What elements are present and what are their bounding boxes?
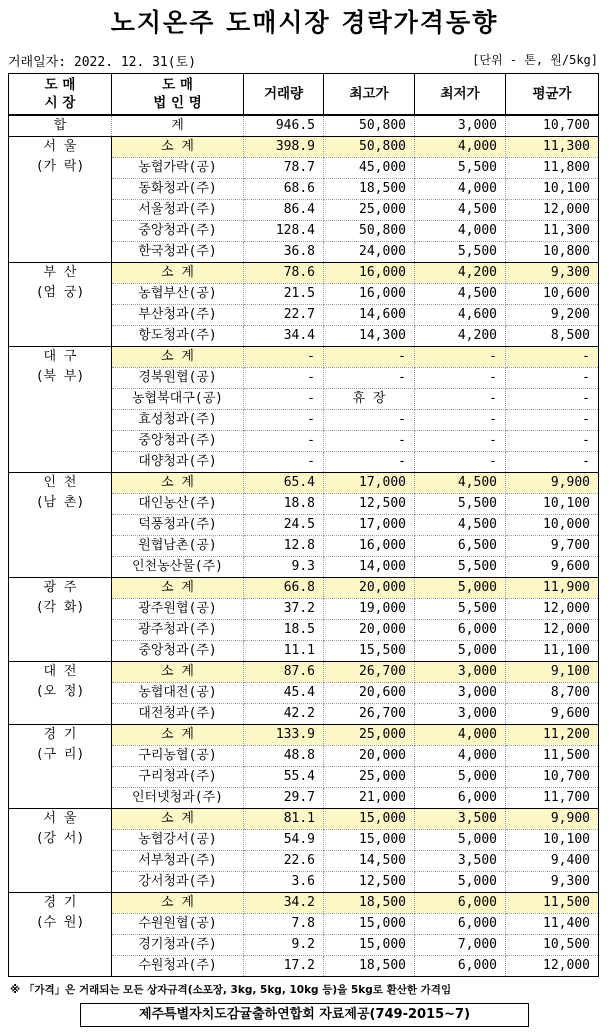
- min-price-cell: -: [415, 431, 506, 452]
- company-name: 농협가락(공): [112, 158, 244, 179]
- avg-price-cell: 9,400: [506, 851, 599, 872]
- volume-cell: 42.2: [244, 704, 324, 725]
- max-price-cell: 15,000: [324, 809, 415, 830]
- avg-price-cell: 12,000: [506, 200, 599, 221]
- volume-cell: -: [244, 389, 324, 410]
- avg-price-cell: -: [506, 431, 599, 452]
- subtotal-row: [9, 263, 599, 284]
- volume-cell: -: [244, 347, 324, 368]
- volume-cell: 86.4: [244, 200, 324, 221]
- market-name: [9, 578, 112, 662]
- min-price-cell: 6,500: [415, 536, 506, 557]
- max-price-cell: 18,500: [324, 893, 415, 914]
- total-row: [9, 115, 599, 137]
- volume-cell: 11.1: [244, 641, 324, 662]
- min-price-cell: -: [415, 452, 506, 473]
- avg-price-cell: 11,500: [506, 893, 599, 914]
- volume-cell: 37.2: [244, 599, 324, 620]
- total-label: 합: [9, 115, 112, 137]
- company-name: 농협대전(공): [112, 683, 244, 704]
- max-price-cell: 18,500: [324, 179, 415, 200]
- min-price-cell: 4,500: [415, 200, 506, 221]
- avg-price-cell: 12,000: [506, 599, 599, 620]
- total-volume: 946.5: [244, 115, 324, 137]
- market-district: (구 리): [35, 747, 85, 762]
- max-price-cell: 20,600: [324, 683, 415, 704]
- max-price-cell: 50,800: [324, 221, 415, 242]
- min-price-cell: 4,200: [415, 263, 506, 284]
- volume-cell: 54.9: [244, 830, 324, 851]
- market-city: 부 산: [43, 265, 77, 280]
- min-price-cell: 5,500: [415, 158, 506, 179]
- volume-cell: 9.2: [244, 935, 324, 956]
- min-price-cell: 4,000: [415, 137, 506, 158]
- max-price-cell: 14,300: [324, 326, 415, 347]
- max-price-cell: 17,000: [324, 515, 415, 536]
- max-price-cell: 26,700: [324, 662, 415, 683]
- market-district: (엄 궁): [35, 285, 85, 300]
- header-market: [9, 74, 112, 116]
- company-name: 수원청과(주): [112, 956, 244, 977]
- company-name: 중앙청과(주): [112, 641, 244, 662]
- volume-cell: -: [244, 452, 324, 473]
- volume-cell: 66.8: [244, 578, 324, 599]
- company-name: 소 계: [112, 473, 244, 494]
- market-city: 서 울: [43, 139, 77, 154]
- min-price-cell: 4,000: [415, 725, 506, 746]
- volume-cell: 3.6: [244, 872, 324, 893]
- market-district: (가 락): [35, 159, 85, 174]
- header-company-line2: 법 인 명: [153, 95, 202, 111]
- company-name: 구리농협(공): [112, 746, 244, 767]
- max-price-cell: 24,000: [324, 242, 415, 263]
- volume-cell: 68.6: [244, 179, 324, 200]
- market-district: (각 화): [35, 600, 85, 615]
- volume-cell: 17.2: [244, 956, 324, 977]
- min-price-cell: 4,200: [415, 326, 506, 347]
- header-row: [9, 74, 599, 116]
- market-name: [9, 725, 112, 809]
- volume-cell: 22.7: [244, 305, 324, 326]
- max-price-cell: -: [324, 368, 415, 389]
- max-price-cell: 14,500: [324, 851, 415, 872]
- min-price-cell: 6,000: [415, 620, 506, 641]
- market-district: (수 원): [35, 915, 85, 930]
- volume-cell: -: [244, 410, 324, 431]
- company-name: 소 계: [112, 662, 244, 683]
- total-sublabel: 계: [112, 115, 244, 137]
- volume-cell: 36.8: [244, 242, 324, 263]
- company-name: 인터넷청과(주): [112, 788, 244, 809]
- avg-price-cell: -: [506, 410, 599, 431]
- page-title: 노지온주 도매시장 경락가격동향: [110, 8, 499, 37]
- avg-price-cell: 11,500: [506, 746, 599, 767]
- min-price-cell: 5,500: [415, 494, 506, 515]
- min-price-cell: 6,000: [415, 893, 506, 914]
- company-name: 항도청과(주): [112, 326, 244, 347]
- subtotal-row: [9, 809, 599, 830]
- total-avg: 10,700: [506, 115, 599, 137]
- header-volume: 거래량: [244, 74, 324, 116]
- avg-price-cell: 12,000: [506, 620, 599, 641]
- avg-price-cell: 9,100: [506, 662, 599, 683]
- min-price-cell: 4,500: [415, 515, 506, 536]
- min-price-cell: 4,000: [415, 221, 506, 242]
- min-price-cell: 5,500: [415, 599, 506, 620]
- market-name: [9, 347, 112, 473]
- avg-price-cell: 8,500: [506, 326, 599, 347]
- subtotal-row: [9, 137, 599, 158]
- company-name: 농협강서(공): [112, 830, 244, 851]
- avg-price-cell: -: [506, 452, 599, 473]
- table-body: [9, 115, 599, 977]
- max-price-cell: 15,000: [324, 914, 415, 935]
- company-name: 서울청과(주): [112, 200, 244, 221]
- total-min: 3,000: [415, 115, 506, 137]
- max-price-cell: 12,500: [324, 494, 415, 515]
- market-district: (오 정): [35, 684, 85, 699]
- avg-price-cell: 9,600: [506, 704, 599, 725]
- avg-price-cell: 10,600: [506, 284, 599, 305]
- company-name: 원협남촌(공): [112, 536, 244, 557]
- market-city: 광 주: [43, 580, 77, 595]
- header-max: 최고가: [324, 74, 415, 116]
- company-name: 강서청과(주): [112, 872, 244, 893]
- volume-cell: 34.4: [244, 326, 324, 347]
- market-district: (강 서): [35, 831, 85, 846]
- min-price-cell: 3,000: [415, 662, 506, 683]
- market-name: [9, 263, 112, 347]
- max-price-cell: 26,700: [324, 704, 415, 725]
- max-price-cell: 19,000: [324, 599, 415, 620]
- max-price-cell: 21,000: [324, 788, 415, 809]
- volume-cell: 398.9: [244, 137, 324, 158]
- max-price-cell: 15,000: [324, 935, 415, 956]
- min-price-cell: 7,000: [415, 935, 506, 956]
- company-name: 소 계: [112, 347, 244, 368]
- market-city: 대 전: [43, 664, 77, 679]
- company-name: 농협북대구(공): [112, 389, 244, 410]
- volume-cell: 34.2: [244, 893, 324, 914]
- company-name: 광주원협(공): [112, 599, 244, 620]
- header-avg: 평균가: [506, 74, 599, 116]
- total-max: 50,800: [324, 115, 415, 137]
- market-city: 인 천: [43, 475, 77, 490]
- source-box: 제주특별자치도감귤출하연합회 자료제공(749-2015~7): [80, 1003, 529, 1027]
- min-price-cell: -: [415, 347, 506, 368]
- volume-cell: 7.8: [244, 914, 324, 935]
- avg-price-cell: 11,300: [506, 221, 599, 242]
- max-price-cell: 20,000: [324, 578, 415, 599]
- company-name: 소 계: [112, 809, 244, 830]
- market-district: (남 촌): [35, 495, 85, 510]
- subtotal-row: [9, 662, 599, 683]
- min-price-cell: -: [415, 368, 506, 389]
- max-price-cell: -: [324, 347, 415, 368]
- max-price-cell: 16,000: [324, 284, 415, 305]
- min-price-cell: 3,000: [415, 683, 506, 704]
- avg-price-cell: 9,300: [506, 263, 599, 284]
- min-price-cell: 5,500: [415, 557, 506, 578]
- min-price-cell: 6,000: [415, 956, 506, 977]
- volume-cell: -: [244, 431, 324, 452]
- market-name: [9, 662, 112, 725]
- avg-price-cell: 11,100: [506, 641, 599, 662]
- max-price-cell: 18,500: [324, 956, 415, 977]
- market-name: [9, 473, 112, 578]
- company-name: 중앙청과(주): [112, 431, 244, 452]
- max-price-cell: 15,500: [324, 641, 415, 662]
- avg-price-cell: 11,800: [506, 158, 599, 179]
- market-city: 경 기: [43, 727, 77, 742]
- volume-cell: 22.6: [244, 851, 324, 872]
- volume-cell: 48.8: [244, 746, 324, 767]
- company-name: 수원원협(공): [112, 914, 244, 935]
- company-name: 소 계: [112, 725, 244, 746]
- max-price-cell: -: [324, 431, 415, 452]
- header-market-line1: 도 매: [44, 77, 76, 93]
- company-name: 효성청과(주): [112, 410, 244, 431]
- min-price-cell: 5,000: [415, 578, 506, 599]
- min-price-cell: 3,500: [415, 809, 506, 830]
- max-price-cell: 14,000: [324, 557, 415, 578]
- volume-cell: 78.7: [244, 158, 324, 179]
- company-name: 인천농산물(주): [112, 557, 244, 578]
- market-name: [9, 809, 112, 893]
- max-price-cell: 15,000: [324, 830, 415, 851]
- avg-price-cell: 10,700: [506, 767, 599, 788]
- max-price-cell: 16,000: [324, 263, 415, 284]
- min-price-cell: 3,000: [415, 704, 506, 725]
- min-price-cell: 6,000: [415, 914, 506, 935]
- company-name: 소 계: [112, 578, 244, 599]
- volume-cell: 65.4: [244, 473, 324, 494]
- market-city: 서 울: [43, 811, 77, 826]
- market-city: 대 구: [43, 349, 77, 364]
- min-price-cell: -: [415, 389, 506, 410]
- header-company: [112, 74, 244, 116]
- header-min: 최저가: [415, 74, 506, 116]
- max-price-cell: 14,600: [324, 305, 415, 326]
- header-market-line2: 시 장: [44, 95, 76, 111]
- avg-price-cell: 11,300: [506, 137, 599, 158]
- max-price-cell: 50,800: [324, 137, 415, 158]
- avg-price-cell: 9,600: [506, 557, 599, 578]
- avg-price-cell: 9,300: [506, 872, 599, 893]
- volume-cell: 24.5: [244, 515, 324, 536]
- max-price-cell: 16,000: [324, 536, 415, 557]
- company-name: 경북원협(공): [112, 368, 244, 389]
- avg-price-cell: 10,100: [506, 179, 599, 200]
- company-name: 대양청과(주): [112, 452, 244, 473]
- min-price-cell: 4,500: [415, 284, 506, 305]
- volume-cell: 55.4: [244, 767, 324, 788]
- avg-price-cell: 10,100: [506, 494, 599, 515]
- market-city: 경 기: [43, 895, 77, 910]
- unit-label: [단위 - 톤, 원/5kg]: [472, 53, 598, 67]
- subtotal-row: [9, 725, 599, 746]
- avg-price-cell: -: [506, 368, 599, 389]
- company-name: 대전청과(주): [112, 704, 244, 725]
- max-price-cell: -: [324, 410, 415, 431]
- subtotal-row: [9, 578, 599, 599]
- min-price-cell: 3,500: [415, 851, 506, 872]
- market-district: (북 부): [35, 369, 85, 384]
- min-price-cell: 6,000: [415, 788, 506, 809]
- max-price-cell: 20,000: [324, 620, 415, 641]
- company-name: 서부청과(주): [112, 851, 244, 872]
- avg-price-cell: 10,500: [506, 935, 599, 956]
- avg-price-cell: 8,700: [506, 683, 599, 704]
- company-name: 한국청과(주): [112, 242, 244, 263]
- avg-price-cell: 9,700: [506, 536, 599, 557]
- company-name: 중앙청과(주): [112, 221, 244, 242]
- volume-cell: 18.8: [244, 494, 324, 515]
- avg-price-cell: 11,400: [506, 914, 599, 935]
- volume-cell: 78.6: [244, 263, 324, 284]
- avg-price-cell: 9,900: [506, 473, 599, 494]
- company-name: 경기청과(주): [112, 935, 244, 956]
- max-price-cell: 25,000: [324, 725, 415, 746]
- max-price-cell: 12,500: [324, 872, 415, 893]
- volume-cell: -: [244, 368, 324, 389]
- volume-cell: 133.9: [244, 725, 324, 746]
- company-name: 소 계: [112, 263, 244, 284]
- volume-cell: 21.5: [244, 284, 324, 305]
- market-name: [9, 137, 112, 263]
- avg-price-cell: 11,900: [506, 578, 599, 599]
- footnote: ※ 「가격」은 거래되는 모든 상자규격(소포장, 3kg, 5kg, 10kg 등)을 5kg로 환산한 가격임: [10, 984, 452, 996]
- company-name: 농협부산(공): [112, 284, 244, 305]
- subtotal-row: [9, 893, 599, 914]
- volume-cell: 12.8: [244, 536, 324, 557]
- avg-price-cell: -: [506, 347, 599, 368]
- company-name: 광주청과(주): [112, 620, 244, 641]
- company-name: 소 계: [112, 893, 244, 914]
- volume-cell: 29.7: [244, 788, 324, 809]
- max-price-cell: 25,000: [324, 200, 415, 221]
- max-price-cell: 20,000: [324, 746, 415, 767]
- avg-price-cell: 11,200: [506, 725, 599, 746]
- price-table: [8, 73, 599, 977]
- avg-price-cell: -: [506, 389, 599, 410]
- company-name: 부산청과(주): [112, 305, 244, 326]
- header-company-line1: 도 매: [162, 77, 193, 93]
- subtotal-row: [9, 473, 599, 494]
- min-price-cell: 4,500: [415, 473, 506, 494]
- min-price-cell: 5,000: [415, 830, 506, 851]
- company-name: 덕풍청과(주): [112, 515, 244, 536]
- volume-cell: 45.4: [244, 683, 324, 704]
- market-name: [9, 893, 112, 977]
- max-price-cell: 휴 장: [324, 389, 415, 410]
- trade-date: 거래일자: 2022. 12. 31(토): [8, 55, 197, 70]
- avg-price-cell: 12,000: [506, 956, 599, 977]
- max-price-cell: 17,000: [324, 473, 415, 494]
- avg-price-cell: 9,900: [506, 809, 599, 830]
- min-price-cell: -: [415, 410, 506, 431]
- company-name: 구리청과(주): [112, 767, 244, 788]
- min-price-cell: 4,000: [415, 179, 506, 200]
- avg-price-cell: 9,200: [506, 305, 599, 326]
- company-name: 동화청과(주): [112, 179, 244, 200]
- avg-price-cell: 11,700: [506, 788, 599, 809]
- max-price-cell: 45,000: [324, 158, 415, 179]
- company-name: 대인농산(주): [112, 494, 244, 515]
- min-price-cell: 4,000: [415, 746, 506, 767]
- avg-price-cell: 10,800: [506, 242, 599, 263]
- volume-cell: 9.3: [244, 557, 324, 578]
- max-price-cell: 25,000: [324, 767, 415, 788]
- subtotal-row: [9, 347, 599, 368]
- min-price-cell: 4,600: [415, 305, 506, 326]
- volume-cell: 87.6: [244, 662, 324, 683]
- volume-cell: 128.4: [244, 221, 324, 242]
- min-price-cell: 5,000: [415, 767, 506, 788]
- company-name: 소 계: [112, 137, 244, 158]
- avg-price-cell: 10,000: [506, 515, 599, 536]
- max-price-cell: -: [324, 452, 415, 473]
- min-price-cell: 5,000: [415, 641, 506, 662]
- min-price-cell: 5,500: [415, 242, 506, 263]
- volume-cell: 18.5: [244, 620, 324, 641]
- min-price-cell: 5,000: [415, 872, 506, 893]
- volume-cell: 81.1: [244, 809, 324, 830]
- avg-price-cell: 10,100: [506, 830, 599, 851]
